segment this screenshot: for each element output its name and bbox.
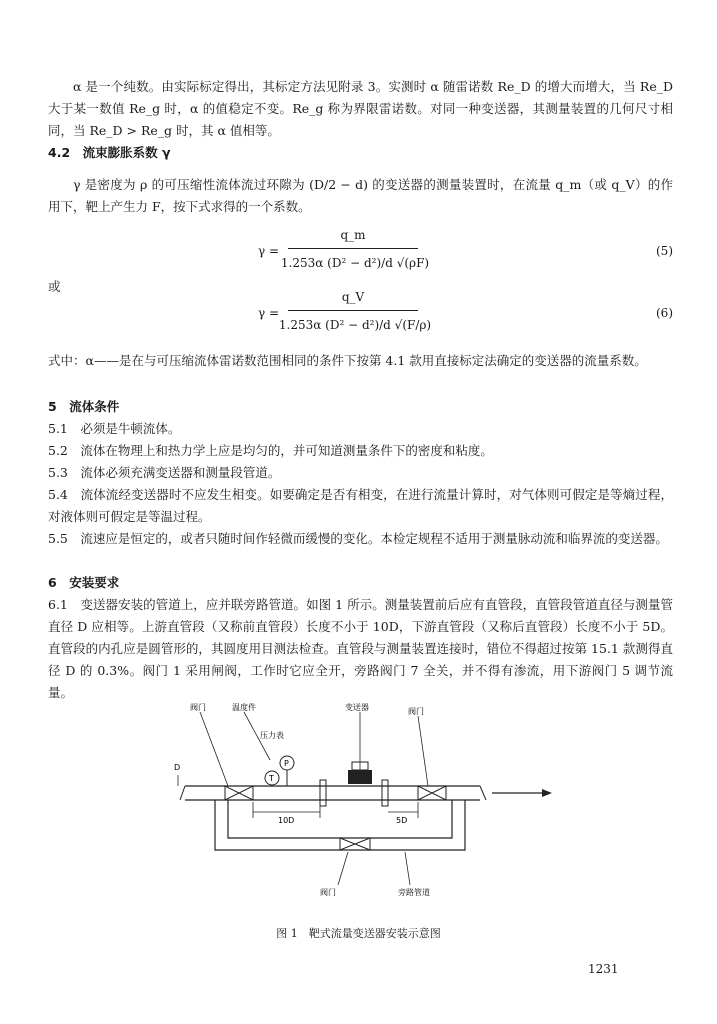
conjunction-or: 或 bbox=[48, 279, 61, 294]
pressure-symbol: P bbox=[284, 759, 289, 768]
paragraph-alpha: α 是一个纯数。由实际标定得出，其标定方法见附录 3。实测时 α 随雷诺数 Re_D 的增大而增大，当 Re_D 大于某一数值 Re_g 时，α 的值稳定不变。Re_g 称为界限雷诺数。对同一种变送器，其测量装置的几何尺寸相同，当 Re_D > Re_g 时，其 α 值相等。 bbox=[48, 79, 673, 138]
eq6-number: (6) bbox=[656, 306, 673, 320]
main-pipe bbox=[180, 786, 486, 800]
diameter-label: D bbox=[174, 763, 181, 772]
eq5-denominator: 1.253α (D² − d²)/d √(ρF) bbox=[280, 256, 430, 270]
clause-6-1: 6.1 变送器安装的管道上，应并联旁路管道。如图 1 所示。测量装置前后应有直管段，直管段管道直径与测量管直径 D 应相等。上游直管段（又称前直管段）长度不小于 10D，下游直管段（又称后直管段）长度不小于 5D。直管段的内孔应是圆管形的，其圆度用目测法检查。直管段与测量装置连接时，错位不得超过按第 15.1 款测得直径 D 的 0.3%。阀门 1 采用闸阀，工作时它应全开，旁路阀门 7 全关，并不得有渗流，用下游阀门 5 调节流量。 bbox=[48, 597, 673, 700]
label-valve-left: 阀门 bbox=[190, 703, 206, 712]
clause-5-5: 5.5 流速应是恒定的，或者只随时间作轻微而缓慢的变化。本检定规程不适用于测量脉动流和临界流的变送器。 bbox=[48, 531, 668, 546]
valve-downstream bbox=[418, 786, 446, 800]
label-temperature-part: 温度件 bbox=[232, 703, 256, 712]
label-5d: 5D bbox=[396, 816, 408, 825]
figure-caption: 图 1 靶式流量变送器安装示意图 bbox=[276, 927, 441, 940]
label-bypass: 旁路管道 bbox=[398, 888, 430, 897]
clause-5-3: 5.3 流体必须充满变送器和测量段管道。 bbox=[48, 465, 281, 480]
eq5-fraction-bar bbox=[288, 248, 418, 249]
label-pressure-gauge: 压力表 bbox=[260, 731, 284, 740]
flange-right bbox=[382, 780, 388, 806]
eq6-lhs: γ = bbox=[258, 306, 280, 320]
eq5-numerator: q_m bbox=[340, 228, 366, 242]
valve-bypass bbox=[340, 838, 370, 850]
label-transmitter: 变送器 bbox=[345, 703, 369, 712]
section-heading-6: 6 安装要求 bbox=[48, 575, 120, 590]
eq5-lhs: γ = bbox=[258, 244, 280, 258]
temperature-symbol: T bbox=[269, 774, 274, 783]
clause-5-4: 5.4 流体流经变送器时不应发生相变。如要确定是否有相变，在进行流量计算时，对气体则可假定是等熵过程，对液体则可假定是等温过程。 bbox=[48, 487, 673, 524]
section-heading-4-2: 4.2 流束膨胀系数 γ bbox=[48, 145, 171, 160]
eq6-fraction-bar bbox=[288, 310, 418, 311]
page-number: 1231 bbox=[588, 962, 619, 976]
paragraph-gamma: γ 是密度为 ρ 的可压缩性流体流过环隙为 (D/2 − d) 的变送器的测量装置时，在流量 q_m（或 q_V）的作用下，靶上产生力 F，按下式求得的一个系数。 bbox=[48, 177, 673, 214]
eq6-denominator: 1.253α (D² − d²)/d √(F/ρ) bbox=[278, 318, 432, 332]
clause-5-2: 5.2 流体在物理上和热力学上应是均匀的，并可知道测量条件下的密度和粘度。 bbox=[48, 443, 493, 458]
eq5-number: (5) bbox=[656, 244, 673, 258]
installation-diagram bbox=[170, 700, 560, 910]
section-heading-5: 5 流体条件 bbox=[48, 399, 120, 414]
label-10d: 10D bbox=[278, 816, 295, 825]
flange-left bbox=[320, 780, 326, 806]
clause-5-1: 5.1 必须是牛顿流体。 bbox=[48, 421, 181, 436]
label-valve-right: 阀门 bbox=[408, 707, 424, 716]
where-clause: 式中：α——是在与可压缩流体雷诺数范围相同的条件下按第 4.1 款用直接标定法确定的变送器的流量系数。 bbox=[48, 353, 647, 368]
eq6-numerator: q_V bbox=[341, 290, 365, 304]
valve-upstream bbox=[225, 786, 253, 800]
label-valve-bottom: 阀门 bbox=[320, 888, 336, 897]
